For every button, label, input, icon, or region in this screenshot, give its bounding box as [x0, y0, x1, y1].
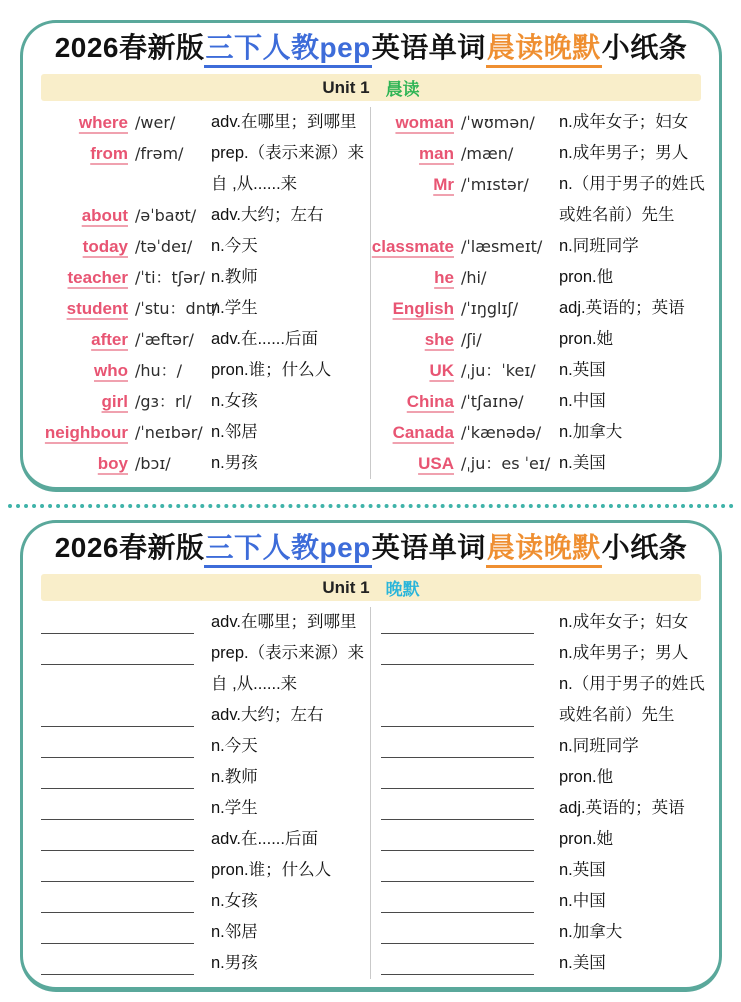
meaning: [211, 417, 366, 448]
answer-blank-wrap: [39, 762, 211, 793]
dictation-row: [39, 793, 366, 824]
meaning: [211, 700, 366, 731]
answer-blank-line: [381, 607, 534, 634]
title-part: 三下人教pep: [204, 31, 371, 68]
answer-blank-wrap: [379, 793, 559, 824]
word-box: [379, 324, 457, 355]
answer-blank-wrap: [39, 824, 211, 855]
vocab-row: [39, 107, 366, 138]
word-box: [379, 448, 457, 479]
meaning: [211, 824, 366, 855]
phonetic-transcription: /frəm/: [135, 144, 184, 163]
phonetic-transcription: /ˈmɪstər/: [461, 175, 529, 194]
meaning-line: n.男孩: [211, 954, 258, 972]
word-box: [379, 355, 457, 386]
dictation-row: [39, 917, 366, 948]
dictation-row: [379, 824, 703, 855]
word-phonetic-group: [39, 138, 211, 200]
vocab-word: boy: [97, 454, 128, 473]
meaning: [559, 324, 703, 355]
phonetic-transcription: /ˈwʊmən/: [461, 113, 535, 132]
meaning-line: adj.英语的；英语: [559, 299, 685, 317]
meaning-line: n.成年女子；妇女: [559, 613, 689, 631]
vocab-word: where: [78, 113, 128, 132]
dictation-row: [379, 669, 703, 731]
vocab-row: [379, 262, 703, 293]
word-phonetic-group: [39, 200, 211, 231]
word-phonetic-group: [39, 355, 211, 386]
unit-label: Unit 1: [322, 577, 370, 597]
phonetic-transcription: /əˈbaʊt/: [135, 206, 197, 225]
unit-bar: [41, 74, 701, 101]
meaning-line: adv.在......后面: [211, 330, 318, 348]
vocab-word: USA: [418, 454, 454, 473]
answer-blank-wrap: [39, 638, 211, 700]
meaning: [559, 886, 703, 917]
meaning: [211, 762, 366, 793]
dictation-row: [379, 731, 703, 762]
dictation-row: [39, 700, 366, 731]
vocab-word: she: [424, 330, 454, 349]
answer-blank-line: [41, 824, 194, 851]
vocab-word: neighbour: [44, 423, 128, 442]
unit-bar: [41, 574, 701, 601]
answer-blank-wrap: [39, 917, 211, 948]
meaning-line: n.学生: [211, 299, 258, 317]
word-phonetic-group: [379, 355, 559, 386]
meaning-line: n.今天: [211, 237, 258, 255]
meaning: [559, 293, 703, 324]
meaning-line: n.中国: [559, 392, 606, 410]
title-part: 英语单词: [371, 32, 486, 63]
meaning-line: n.邻居: [211, 423, 258, 441]
answer-blank-line: [41, 731, 194, 758]
vocab-column-left: [39, 105, 370, 479]
meaning-line: n.加拿大: [559, 423, 623, 441]
vocab-row: [379, 355, 703, 386]
vocab-word: student: [66, 299, 128, 318]
meaning: [559, 793, 703, 824]
phonetic-transcription: /ˈti：tʃər/: [135, 268, 205, 287]
vocab-word: Mr: [433, 175, 454, 194]
word-box: [39, 386, 131, 417]
vocab-word: UK: [429, 361, 454, 380]
phonetic-transcription: /ˈæftər/: [135, 330, 194, 349]
vocab-row: [379, 417, 703, 448]
meaning: [559, 448, 703, 479]
phonetic-transcription: /ˈkænədə/: [461, 423, 542, 442]
word-phonetic-group: [379, 169, 559, 231]
answer-blank-wrap: [379, 948, 559, 979]
meaning-line: n.女孩: [211, 892, 258, 910]
dictation-row: [39, 855, 366, 886]
answer-blank-line: [381, 855, 534, 882]
answer-blank-line: [381, 638, 534, 665]
vocab-row: [379, 324, 703, 355]
session-label-evening: 晚默: [385, 580, 420, 599]
meaning-line: n.英国: [559, 861, 606, 879]
vocab-row: [39, 355, 366, 386]
meaning: [211, 917, 366, 948]
panel-evening-dictation: [20, 520, 722, 992]
answer-blank-line: [41, 948, 194, 975]
answer-blank-wrap: [379, 855, 559, 886]
meaning: [211, 886, 366, 917]
phonetic-transcription: /ʃi/: [461, 330, 482, 349]
answer-blank-line: [381, 917, 534, 944]
answer-blank-line: [41, 638, 194, 665]
word-phonetic-group: [379, 262, 559, 293]
answer-blank-wrap: [39, 700, 211, 731]
vocab-word: teacher: [67, 268, 128, 287]
dictation-row: [379, 638, 703, 669]
meaning: [559, 669, 703, 731]
vocab-row: [371, 231, 703, 262]
meaning-line: n.今天: [211, 737, 258, 755]
meaning: [559, 638, 703, 669]
phonetic-transcription: /təˈdeɪ/: [135, 237, 193, 256]
meaning: [211, 231, 366, 262]
meaning-line: n.同班同学: [559, 237, 639, 255]
vocab-word: girl: [101, 392, 128, 411]
vocab-word: about: [81, 206, 128, 225]
dictation-row: [379, 607, 703, 638]
meaning: [211, 293, 366, 324]
meaning-line: n.成年男子；男人: [559, 644, 689, 662]
vocab-word: China: [406, 392, 454, 411]
panel-morning-reading: [20, 20, 722, 492]
vocab-word: today: [82, 237, 128, 256]
meaning-line: n.中国: [559, 892, 606, 910]
meaning: [211, 855, 366, 886]
dictation-row: [39, 607, 366, 638]
meaning-line: n.（用于男子的姓氏: [559, 675, 705, 693]
meaning-line: 自 ,从......来: [211, 675, 298, 693]
word-phonetic-group: [39, 324, 211, 355]
meaning: [559, 107, 703, 138]
answer-blank-wrap: [379, 607, 559, 638]
answer-blank-line: [41, 607, 194, 634]
answer-blank-wrap: [379, 917, 559, 948]
vocab-row: [39, 417, 366, 448]
phonetic-transcription: /mæn/: [461, 144, 514, 163]
meaning-line: 或姓名前）先生: [559, 706, 675, 724]
meaning-line: n.教师: [211, 268, 258, 286]
meaning-line: prep.（表示来源）来: [211, 644, 365, 662]
word-box: [379, 386, 457, 417]
word-phonetic-group: [379, 107, 559, 138]
answer-blank-line: [381, 700, 534, 727]
answer-blank-wrap: [379, 886, 559, 917]
meaning-line: pron.他: [559, 268, 614, 286]
title-part: 晨读晚默: [486, 31, 602, 68]
vocab-column-right: [371, 105, 703, 479]
page-title: [39, 31, 703, 68]
word-phonetic-group: [39, 231, 211, 262]
dictation-row: [39, 638, 366, 700]
word-box: [39, 200, 131, 231]
answer-blank-line: [381, 886, 534, 913]
phonetic-transcription: /ˈtʃaɪnə/: [461, 392, 524, 411]
meaning-line: n.学生: [211, 799, 258, 817]
word-phonetic-group: [39, 293, 218, 324]
word-phonetic-group: [379, 324, 559, 355]
word-box: [39, 355, 131, 386]
vocab-row: [379, 107, 703, 138]
answer-blank-line: [41, 762, 194, 789]
word-phonetic-group: [379, 293, 559, 324]
word-box: [39, 293, 131, 324]
answer-blank-wrap: [39, 948, 211, 979]
word-box: [39, 231, 131, 262]
vocab-row: [39, 138, 366, 200]
phonetic-transcription: /hu：/: [135, 361, 183, 380]
answer-blank-wrap: [379, 824, 559, 855]
answer-blank-wrap: [379, 731, 559, 762]
vocab-word: from: [90, 144, 128, 163]
meaning-line: pron.谁；什么人: [211, 361, 332, 379]
dictation-row: [39, 731, 366, 762]
meaning-line: n.同班同学: [559, 737, 639, 755]
vocab-row: [39, 293, 366, 324]
meaning: [211, 200, 366, 231]
vocab-word: after: [91, 330, 128, 349]
vocab-row: [379, 169, 703, 231]
dictation-row: [39, 948, 366, 979]
meaning: [559, 169, 703, 231]
meaning-line: adj.英语的；英语: [559, 799, 685, 817]
meaning: [559, 417, 703, 448]
meaning-line: adv.大约；左右: [211, 706, 324, 724]
answer-blank-line: [41, 700, 194, 727]
word-box: [371, 231, 457, 262]
word-phonetic-group: [39, 448, 211, 479]
dictation-row: [379, 948, 703, 979]
answer-blank-line: [41, 855, 194, 882]
word-box: [39, 417, 131, 448]
meaning: [211, 324, 366, 355]
answer-blank-line: [381, 824, 534, 851]
word-box: [379, 262, 457, 293]
meaning: [559, 855, 703, 886]
page-title: [39, 531, 703, 568]
meaning-line: adv.在......后面: [211, 830, 318, 848]
title-part: 2026春新版: [54, 32, 205, 63]
vocab-word: classmate: [371, 237, 454, 256]
meaning-line: n.（用于男子的姓氏: [559, 175, 705, 193]
vocab-row: [39, 448, 366, 479]
word-box: [379, 169, 457, 231]
dictation-column-left: [39, 605, 370, 979]
word-phonetic-group: [39, 386, 211, 417]
phonetic-transcription: /ˈɪŋglɪʃ/: [461, 299, 519, 318]
word-phonetic-group: [39, 107, 211, 138]
vocab-row: [379, 138, 703, 169]
vocab-row: [379, 293, 703, 324]
word-phonetic-group: [379, 138, 559, 169]
answer-blank-line: [41, 886, 194, 913]
dictation-row: [379, 855, 703, 886]
word-phonetic-group: [371, 231, 559, 262]
phonetic-transcription: /hi/: [461, 268, 487, 287]
meaning-line: adv.在哪里；到哪里: [211, 613, 357, 631]
meaning-line: pron.谁；什么人: [211, 861, 332, 879]
meaning-line: n.男孩: [211, 454, 258, 472]
meaning: [559, 824, 703, 855]
meaning: [211, 355, 366, 386]
vocab-word: who: [94, 361, 128, 380]
vocab-row: [39, 200, 366, 231]
vocab-row: [39, 262, 366, 293]
vocab-row: [379, 386, 703, 417]
meaning: [211, 948, 366, 979]
meaning-line: n.加拿大: [559, 923, 623, 941]
vocab-word: Canada: [392, 423, 454, 442]
answer-blank-wrap: [39, 607, 211, 638]
title-part: 三下人教pep: [204, 531, 371, 568]
title-part: 晨读晚默: [486, 531, 602, 568]
meaning: [211, 638, 366, 700]
phonetic-transcription: /wer/: [135, 113, 176, 132]
vocab-word: woman: [395, 113, 454, 132]
meaning-line: adv.在哪里；到哪里: [211, 113, 357, 131]
meaning: [559, 231, 703, 262]
dictation-row: [379, 793, 703, 824]
dictation-content: [39, 601, 703, 979]
meaning: [559, 917, 703, 948]
word-box: [39, 138, 131, 200]
vocab-word: man: [419, 144, 454, 163]
meaning: [211, 607, 366, 638]
phonetic-transcription: /ˈneɪbər/: [135, 423, 203, 442]
word-box: [39, 324, 131, 355]
meaning: [211, 731, 366, 762]
title-part: 小纸条: [601, 32, 688, 63]
dictation-row: [39, 824, 366, 855]
meaning-line: prep.（表示来源）来: [211, 144, 365, 162]
vocab-content: [39, 101, 703, 479]
meaning-line: pron.她: [559, 330, 614, 348]
meaning: [559, 948, 703, 979]
answer-blank-line: [381, 731, 534, 758]
answer-blank-wrap: [379, 638, 559, 669]
phonetic-transcription: /ˌju：ˈkeɪ/: [461, 361, 536, 380]
word-phonetic-group: [379, 386, 559, 417]
vocab-row: [39, 231, 366, 262]
answer-blank-wrap: [39, 855, 211, 886]
dictation-row: [39, 762, 366, 793]
meaning: [559, 262, 703, 293]
meaning-line: n.美国: [559, 954, 606, 972]
word-box: [39, 262, 131, 293]
meaning-line: adv.大约；左右: [211, 206, 324, 224]
meaning-line: 自 ,从......来: [211, 175, 298, 193]
answer-blank-line: [381, 762, 534, 789]
vocab-word: he: [434, 268, 454, 287]
word-box: [379, 417, 457, 448]
meaning-line: n.邻居: [211, 923, 258, 941]
meaning-line: n.女孩: [211, 392, 258, 410]
phonetic-transcription: /gɜ：rl/: [135, 392, 192, 411]
meaning: [211, 448, 366, 479]
word-box: [39, 107, 131, 138]
answer-blank-wrap: [379, 669, 559, 731]
dictation-row: [379, 886, 703, 917]
meaning-line: n.成年女子；妇女: [559, 113, 689, 131]
phonetic-transcription: /ˌju：es ˈeɪ/: [461, 454, 551, 473]
meaning: [211, 386, 366, 417]
dictation-column-right: [371, 605, 703, 979]
meaning-line: n.美国: [559, 454, 606, 472]
word-box: [379, 138, 457, 169]
dictation-row: [39, 886, 366, 917]
meaning-line: 或姓名前）先生: [559, 206, 675, 224]
word-box: [379, 293, 457, 324]
meaning: [559, 731, 703, 762]
answer-blank-line: [41, 917, 194, 944]
answer-blank-wrap: [39, 886, 211, 917]
answer-blank-line: [41, 793, 194, 820]
answer-blank-wrap: [39, 793, 211, 824]
meaning-line: n.英国: [559, 361, 606, 379]
answer-blank-line: [381, 793, 534, 820]
meaning: [559, 386, 703, 417]
meaning: [559, 355, 703, 386]
unit-label: Unit 1: [322, 77, 370, 97]
meaning-line: pron.她: [559, 830, 614, 848]
meaning: [211, 107, 366, 138]
meaning-line: pron.他: [559, 768, 614, 786]
vocab-row: [379, 448, 703, 479]
title-part: 英语单词: [371, 532, 486, 563]
meaning: [559, 607, 703, 638]
phonetic-transcription: /ˈstu：dnt/: [135, 299, 218, 318]
vocab-word: English: [392, 299, 454, 318]
answer-blank-line: [381, 948, 534, 975]
phonetic-transcription: /ˈlæsmeɪt/: [461, 237, 543, 256]
meaning: [559, 762, 703, 793]
dictation-row: [379, 762, 703, 793]
word-phonetic-group: [379, 448, 559, 479]
phonetic-transcription: /bɔɪ/: [135, 454, 171, 473]
title-part: 小纸条: [601, 532, 688, 563]
dotted-separator: [8, 504, 734, 508]
dictation-row: [379, 917, 703, 948]
session-label-morning: 晨读: [385, 80, 420, 99]
title-part: 2026春新版: [54, 532, 205, 563]
meaning: [211, 793, 366, 824]
meaning: [211, 138, 366, 200]
meaning-line: n.成年男子；男人: [559, 144, 689, 162]
answer-blank-wrap: [379, 762, 559, 793]
answer-blank-wrap: [39, 731, 211, 762]
meaning-line: n.教师: [211, 768, 258, 786]
word-phonetic-group: [379, 417, 559, 448]
vocab-row: [39, 386, 366, 417]
word-phonetic-group: [39, 417, 211, 448]
meaning: [211, 262, 366, 293]
word-box: [379, 107, 457, 138]
vocab-row: [39, 324, 366, 355]
meaning: [559, 138, 703, 169]
word-phonetic-group: [39, 262, 211, 293]
word-box: [39, 448, 131, 479]
